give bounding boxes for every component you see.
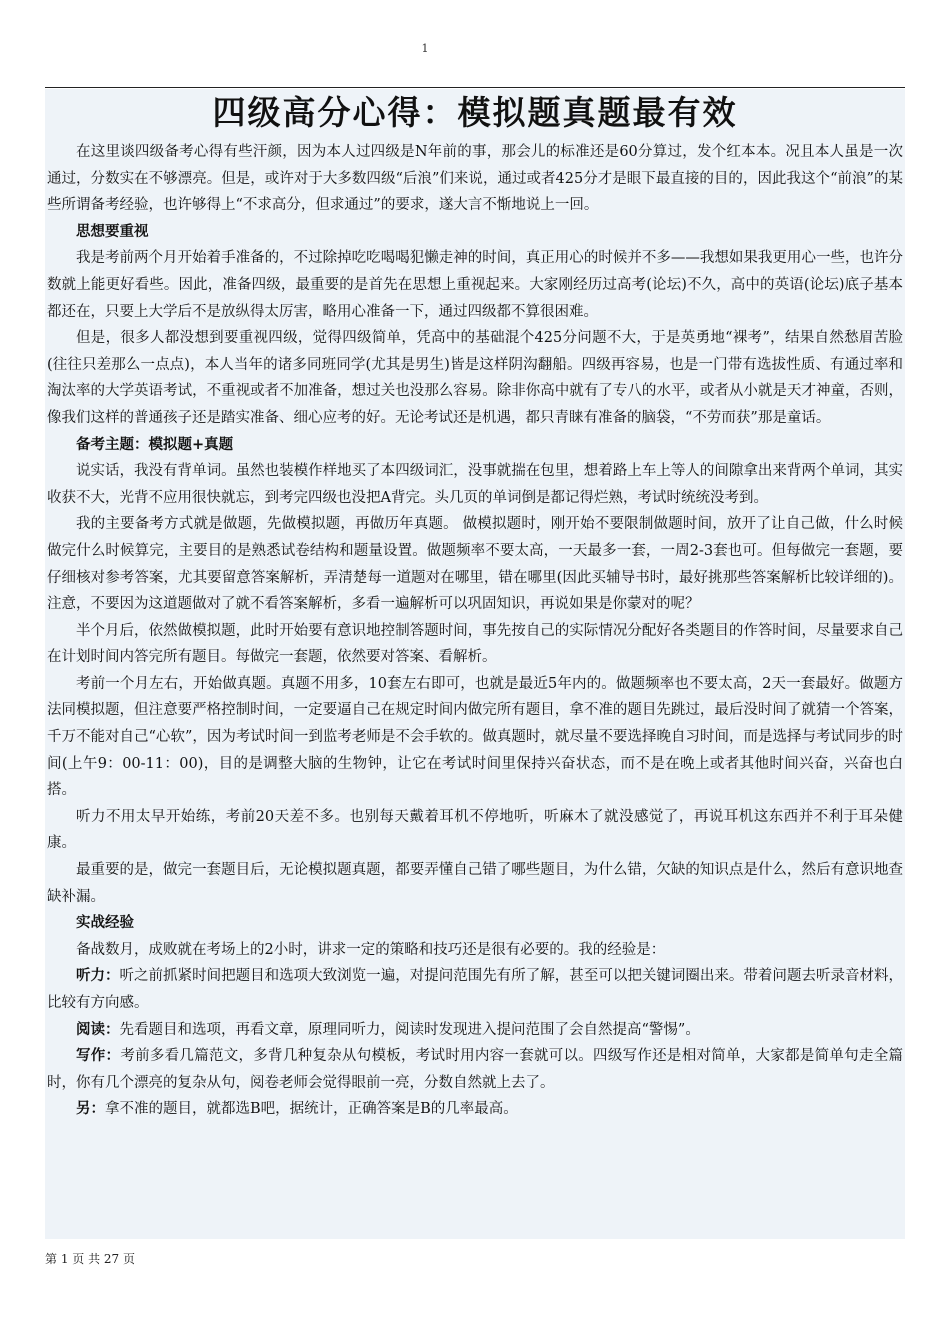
- paragraph: 最重要的是，做完一套题目后，无论模拟题真题，都要弄懂自己错了哪些题目，为什么错，欠缺的知识点是什么，然后有意识地查缺补漏。: [47, 862, 903, 905]
- header-rule: [45, 87, 905, 88]
- paragraph: 说实话，我没有背单词。虽然也装模作样地买了本四级词汇，没事就揣在包里，想着路上车上等人的间隙拿出来背两个单词，其实收获不大，光背不应用很快就忘，到考完四级也没把A背完。头几页的单词倒是都记得烂熟，考试时统统没考到。: [47, 463, 903, 506]
- page-footer: 第 1 页 共 27 页: [45, 1252, 135, 1266]
- paragraph: 听力不用太早开始练，考前20天差不多。也别每天戴着耳机不停地听，听麻木了就没感觉了，再说耳机这东西并不利于耳朵健康。: [47, 808, 903, 852]
- page-number-top: 1: [421, 42, 429, 55]
- tip-label: 阅读：: [76, 1020, 120, 1038]
- section-heading-experience: 实战经验: [76, 914, 134, 932]
- tip-writing: [47, 1043, 903, 1096]
- page-title: 四级高分心得：模拟题真题最有效: [212, 93, 738, 132]
- tip-text: 先看题目和选项，再看文章，原理同听力，阅读时发现进入提问范围了会自然提高“警惕”。: [119, 1021, 700, 1038]
- paragraph: 半个月后，依然做模拟题，此时开始要有意识地控制答题时间，事先按自己的实际情况分配好各类题目的作答时间，尽量要求自己在计划时间内答完所有题目。每做完一套题，依然要对答案、看解析。: [47, 622, 903, 666]
- tip-text: 听之前抓紧时间把题目和选项大致浏览一遍，对提问范围先有所了解，甚至可以把关键词圈出来。带着问题去听录音材料，比较有方向感。: [47, 968, 903, 1011]
- tip-listening: [47, 963, 903, 1016]
- paragraph: 考前一个月左右，开始做真题。真题不用多，10套左右即可，也就是最近5年内的。做题频率也不要太高，2天一套最好。做题方法同模拟题，但注意要严格控制时间，一定要逼自己在规定时间内做完所有题目，拿不准的题目先跳过，最后没时间了就猜一个答案，千万不能对自己“心软”，因为考试时间一到监考老师是不会手软的。做真题时，就尽量不要选择晚自习时间，而是选择与考试同步的时间(上午9：00-11：00)，目的是调整大脑的生物钟，让它在考试时间里保持兴奋状态，而不是在晚上或者其他时间兴奋，兴奋也白搭。: [47, 675, 903, 799]
- tip-reading: [47, 1017, 903, 1044]
- tip-label: 听力：: [76, 967, 120, 985]
- section-heading-prep: 备考主题：模拟题+真题: [76, 435, 234, 453]
- intro-paragraph: 在这里谈四级备考心得有些汗颜，因为本人过四级是N年前的事，那会儿的标准还是60分算过，发个红本本。况且本人虽是一次通过，分数实在不够漂亮。但是，或许对于大多数四级“后浪”们来说，通过或者425分才是眼下最直接的目的，因此我这个“前浪”的某些所谓备考经验，也许够得上“不求高分，但求通过”的要求，遂大言不惭地说上一回。: [47, 144, 903, 214]
- tip-label: 另：: [76, 1100, 105, 1118]
- section-heading-mindset: 思想要重视: [76, 222, 149, 240]
- tip-text: 拿不准的题目，就都选B吧，据统计，正确答案是B的几率最高。: [105, 1101, 518, 1118]
- tip-label: 写作：: [76, 1047, 121, 1065]
- tip-text: 考前多看几篇范文，多背几种复杂从句模板，考试时用内容一套就可以。四级写作还是相对简单，大家都是简单句走全篇时，你有几个漂亮的复杂从句，阅卷老师会觉得眼前一亮，分数自然就上去了。: [47, 1048, 904, 1091]
- paragraph: 我是考前两个月开始着手准备的，不过除掉吃吃喝喝犯懒走神的时间，真正用心的时候并不多——我想如果我更用心一些，也许分数就上能更好看些。因此，准备四级，最重要的是首先在思想上重视起来。大家刚经历过高考(论坛)不久，高中的英语(论坛)底子基本都还在，只要上大学后不是放纵得太厉害，略用心准备一下，通过四级都不算很困难。: [47, 250, 903, 320]
- paragraph: 备战数月，成败就在考场上的2小时，讲求一定的策略和技巧还是很有必要的。我的经验是：: [76, 941, 666, 958]
- tip-extra: [47, 1096, 903, 1123]
- article-body: [45, 89, 905, 1239]
- paragraph: 但是，很多人都没想到要重视四级，觉得四级简单，凭高中的基础混个425分问题不大，于是英勇地“裸考”，结果自然愁眉苦脸(往往只差那么一点点)，本人当年的诸多同班同学(尤其是男生)皆是这样阴沟翻船。四级再容易，也是一门带有选拔性质、有通过率和淘汰率的大学英语考试，不重视或者不加准备，想过关也没那么容易。除非你高中就有了专八的水平，或者从小就是天才神童，否则，像我们这样的普通孩子还是踏实准备、细心应考的好。无论考试还是机遇，都只青睐有准备的脑袋，“不劳而获”那是童话。: [47, 330, 903, 426]
- paragraph: 我的主要备考方式就是做题，先做模拟题，再做历年真题。 做模拟题时，刚开始不要限制做题时间，放开了让自己做，什么时候做完什么时候算完，主要目的是熟悉试卷结构和题量设置。做题频率不要太高，一天最多一套，一周2-3套也可。但每做完一套题，要仔细核对参考答案，尤其要留意答案解析，弄清楚每一道题对在哪里，错在哪里(因此买辅导书时，最好挑那些答案解析比较详细的)。注意，不要因为这道题做对了就不看答案解析，多看一遍解析可以巩固知识，再说如果是你蒙对的呢？: [47, 516, 903, 613]
